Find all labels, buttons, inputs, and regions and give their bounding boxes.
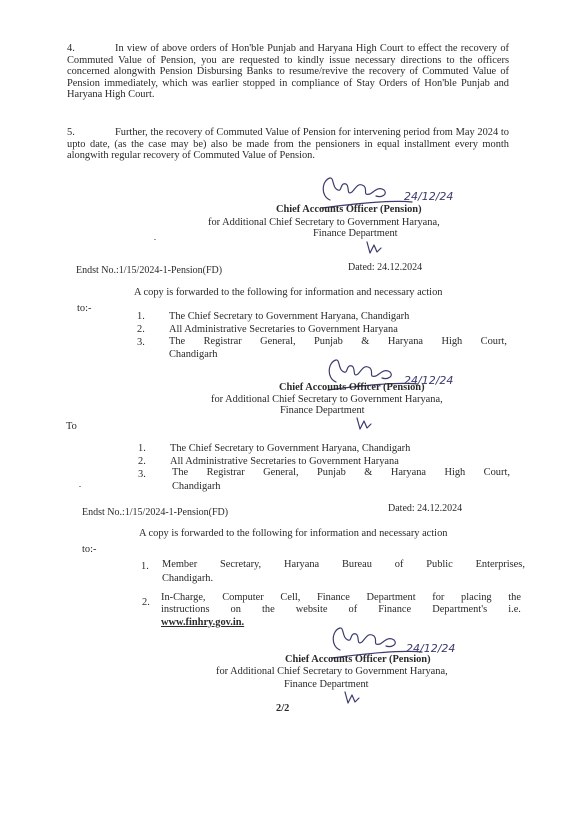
list-item-continuation: Chandigarh. bbox=[162, 573, 214, 584]
initial-mark bbox=[354, 416, 374, 432]
paragraph-number: 5. bbox=[67, 127, 75, 138]
endorsement-date: Dated: 24.12.2024 bbox=[388, 503, 463, 514]
copy-forward-intro: A copy is forwarded to the following for information and necessary action bbox=[139, 528, 448, 539]
list-item: 2. bbox=[142, 597, 150, 608]
list-item: 3. bbox=[137, 337, 145, 348]
endorsement-number: Endst No.:1/15/2024-1-Pension(FD) bbox=[76, 265, 223, 276]
signature-date: 24/12/24 bbox=[406, 642, 456, 655]
signatory-department: Finance Department bbox=[284, 679, 369, 690]
signature-date: 24/12/24 bbox=[404, 190, 454, 203]
list-item: 1. bbox=[141, 561, 149, 572]
paragraph-number: 4. bbox=[67, 43, 75, 54]
copy-to-label: to:- bbox=[77, 303, 92, 314]
scan-speck bbox=[79, 486, 81, 487]
paragraph-text: In view of above orders of Hon'ble Punjab and Haryana High Court to effect the recovery of Commuted Value of Pension, you are requested to kindly issue necessary directions to the officers concerned alongwith Pension Disbursing Banks to resume/revive the recovery of Commuted Value of Pension immediately, which was earlier stopped in compliance of Stay Orders of Hon'ble Punjab and Haryana High Court. bbox=[67, 43, 509, 101]
signatory-title: Chief Accounts Officer (Pension) bbox=[285, 654, 431, 665]
list-item: 1. The Chief Secretary to Government Haryana, Chandigarh bbox=[137, 311, 410, 322]
website-link[interactable]: www.finhry.gov.in. bbox=[161, 617, 245, 628]
signatory-title: Chief Accounts Officer (Pension) bbox=[279, 382, 425, 393]
list-item: 2. All Administrative Secretaries to Government Haryana bbox=[138, 456, 399, 467]
initial-mark bbox=[342, 690, 362, 706]
signatory-line: for Additional Chief Secretary to Government Haryana, bbox=[211, 394, 443, 405]
list-item-1-words: Member Secretary, Haryana Bureau of Public Enterprises, bbox=[162, 559, 525, 570]
list-item-3-words: The Registrar General, Punjab & Haryana High Court, bbox=[169, 336, 507, 347]
to-label: To bbox=[66, 421, 77, 432]
copy-forward-intro: A copy is forwarded to the following for information and necessary action bbox=[134, 287, 443, 298]
list-item: 3. bbox=[138, 469, 146, 480]
endorsement-number: Endst No.:1/15/2024-1-Pension(FD) bbox=[82, 507, 229, 518]
signatory-line: for Additional Chief Secretary to Government Haryana, bbox=[208, 217, 440, 228]
list-item: 1. The Chief Secretary to Government Haryana, Chandigarh bbox=[138, 443, 411, 454]
signatory-line: for Additional Chief Secretary to Government Haryana, bbox=[216, 666, 448, 677]
signatory-title: Chief Accounts Officer (Pension) bbox=[276, 204, 422, 215]
list-item: 2. All Administrative Secretaries to Government Haryana bbox=[137, 324, 398, 335]
paragraph-4 bbox=[67, 43, 509, 101]
copy-to-label: to:- bbox=[82, 544, 97, 555]
initial-mark bbox=[364, 240, 384, 256]
scan-speck bbox=[154, 239, 156, 240]
list-item-continuation: Chandigarh bbox=[172, 481, 221, 492]
signature-date: 24/12/24 bbox=[404, 374, 454, 387]
endorsement-date: Dated: 24.12.2024 bbox=[348, 262, 423, 273]
signatory-department: Finance Department bbox=[280, 405, 365, 416]
list-item-2-words: instructions on the website of Finance Department's i.e. bbox=[161, 604, 521, 615]
signatory-department: Finance Department bbox=[313, 228, 398, 239]
paragraph-5 bbox=[67, 127, 509, 162]
list-item-continuation: Chandigarh bbox=[169, 349, 218, 360]
page-number: 2/2 bbox=[276, 703, 290, 714]
paragraph-text: Further, the recovery of Commuted Value of Pension for intervening period from May 2024 to upto date, (as the case may be) also be made from the pensioners in equal installment every month alongwith regular recovery of Commuted Value of Pension. bbox=[67, 127, 509, 162]
list-item-3-words: The Registrar General, Punjab & Haryana High Court, bbox=[172, 467, 510, 478]
list-item-line: In-Charge, Computer Cell, Finance Department for placing the bbox=[161, 592, 521, 603]
